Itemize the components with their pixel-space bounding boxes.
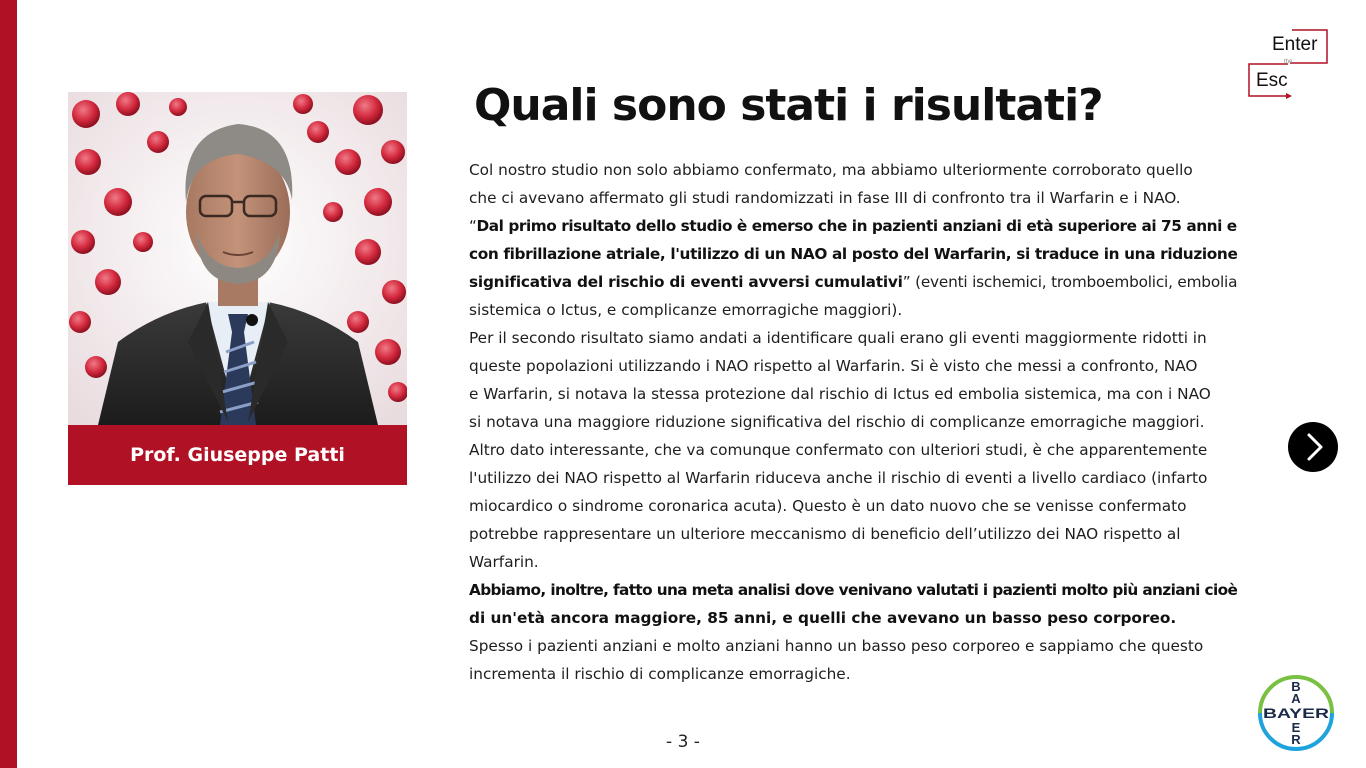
body-text-line [469,184,1237,212]
body-text-line [469,520,1237,548]
speaker-portrait [68,92,407,425]
speaker-caption [68,425,407,485]
body-text-line [469,240,1237,268]
body-text-line [469,576,1237,604]
body-text-segment: miocardico o sindrome coronarica acuta). Questo è un dato nuovo che se venisse confermato [469,497,1187,515]
body-text-segment: Per il secondo risultato siamo andati a identificare quali erano gli eventi maggiormente ridotti in [469,329,1207,347]
enter-esc-badge[interactable] [1246,29,1330,99]
body-text-segment: Warfarin. [469,553,539,571]
left-accent-stripe [0,0,17,768]
body-text-segment: incrementa il rischio di complicanze emorragiche. [469,665,851,683]
body-text-segment: Altro dato interessante, che va comunque confermato con ulteriori studi, è che apparentemente [469,441,1208,459]
the-label: the [1284,59,1293,65]
body-text-line [469,296,1237,324]
logo-letter: B [1291,679,1301,694]
body-text-line [469,352,1237,380]
body-text-line [469,324,1237,352]
body-text-line [469,660,1237,688]
body-text-line [469,604,1237,632]
logo-letter: E [1291,720,1301,735]
body-text-line [469,436,1237,464]
body-text-line [469,380,1237,408]
body-text-segment: ” (eventi ischemici, tromboembolici, embolia [902,273,1238,291]
body-text-bold-segment: Dal primo risultato dello studio è emerso che in pazienti anziani di età superiore ai 75 anni e [476,217,1237,235]
logo-letter: R [1291,732,1301,747]
body-text-bold-segment: di un'età ancora maggiore, 85 anni, e quelli che avevano un basso peso corporeo. [469,609,1177,627]
slide-title: Quali sono stati i risultati? [474,80,1103,131]
next-slide-button[interactable] [1288,422,1338,472]
body-text-segment: l'utilizzo dei NAO rispetto al Warfarin riduceva anche il rischio di eventi a livello cardiaco (infarto [469,469,1208,487]
body-text-segment: si notava una maggiore riduzione significativa del rischio di complicanze emorragiche maggiori. [469,413,1205,431]
body-text-line [469,268,1237,296]
esc-label[interactable]: Esc [1256,70,1288,91]
body-text-line [469,464,1237,492]
body-text-segment: e Warfarin, si notava la stessa protezione dal rischio di Ictus ed embolia sistemica, ma con i NAO [469,385,1211,403]
bayer-cross-logo-icon [1256,673,1336,753]
body-text-segment: “ [469,217,477,235]
chevron-right-icon [1288,422,1338,472]
body-text-line [469,212,1237,240]
body-text-bold-segment: con fibrillazione atriale, l'utilizzo di un NAO al posto del Warfarin, si traduce in una riduzione [469,245,1238,263]
speaker-name: Prof. Giuseppe Patti [130,444,345,466]
logo-word: BAYER [1263,706,1330,721]
body-text-bold-segment: Abbiamo, inoltre, fatto una meta analisi dove venivano valutati i pazienti molto più anziani cioè [469,581,1238,599]
speaker-photo-icon [68,92,407,425]
body-text-segment: Spesso i pazienti anziani e molto anziani hanno un basso peso corporeo e sappiamo che questo [469,637,1204,655]
enter-label[interactable]: Enter [1272,34,1318,55]
body-text-line [469,408,1237,436]
body-text-segment: queste popolazioni utilizzando i NAO rispetto al Warfarin. Si è visto che messi a confronto, NAO [469,357,1198,375]
page-number: - 3 - [666,732,700,752]
slide-body-text [469,156,1237,688]
body-text-line [469,548,1237,576]
body-text-line [469,492,1237,520]
body-text-line [469,632,1237,660]
body-text-segment: potrebbe rappresentare un ulteriore meccanismo di beneficio dell’utilizzo dei NAO rispetto al [469,525,1181,543]
body-text-bold-segment: significativa del rischio di eventi avversi cumulativi [469,273,903,291]
body-text-line [469,156,1237,184]
body-text-segment: sistemica o Ictus, e complicanze emorragiche maggiori). [469,301,903,319]
body-text-segment: Col nostro studio non solo abbiamo confermato, ma abbiamo ulteriormente corroborato quello [469,161,1193,179]
body-text-segment: che ci avevano affermato gli studi randomizzati in fase III di confronto tra il Warfarin e i NAO. [469,189,1181,207]
logo-letter: A [1291,691,1301,706]
bayer-logo [1256,673,1336,753]
